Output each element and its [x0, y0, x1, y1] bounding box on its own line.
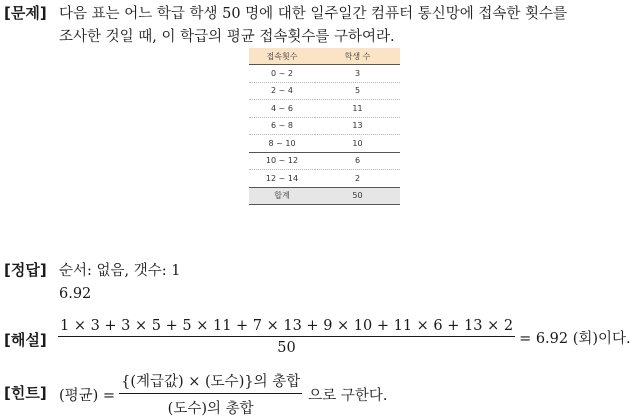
count-cell: 2 — [315, 170, 400, 188]
frequency-table — [249, 48, 400, 205]
table-header-row — [249, 48, 400, 65]
answer-line1: 순서: 없음, 갯수: 1 — [59, 263, 181, 279]
problem-tag: [문제] — [4, 4, 47, 22]
answer-value: 6.92 — [59, 286, 92, 302]
answer-tag: [정답] — [4, 261, 47, 279]
count-cell: 11 — [315, 100, 400, 118]
range-cell: 12 ~ 14 — [249, 170, 315, 188]
range-cell: 0 ~ 2 — [249, 65, 315, 83]
hint-suffix: 으로 구한다. — [308, 387, 388, 404]
solution-numerator: 1 × 3 + 3 × 5 + 5 × 11 + 7 × 13 + 9 × 10 + 11 × 6 + 13 × 2 — [58, 318, 515, 337]
solution-result: = 6.92 (회)이다. — [519, 330, 631, 347]
hint-fraction — [119, 370, 302, 418]
count-cell: 10 — [315, 135, 400, 153]
hint-denominator: (도수)의 총합 — [167, 401, 254, 417]
table-row — [249, 82, 400, 100]
table-row — [249, 65, 400, 83]
range-cell: 2 ~ 4 — [249, 82, 315, 100]
range-cell: 10 ~ 12 — [249, 152, 315, 170]
range-cell: 8 ~ 10 — [249, 135, 315, 153]
table-row — [249, 152, 400, 170]
table-row — [249, 117, 400, 135]
table-row — [249, 135, 400, 153]
hint-formula — [59, 370, 387, 418]
table-row — [249, 170, 400, 188]
header-visits: 접속횟수 — [249, 48, 315, 65]
problem-text-line1: 다음 표는 어느 학급 학생 50 명에 대한 일주일간 컴퓨터 통신망에 접속한 횟수를 — [59, 6, 567, 22]
solution-denominator: 50 — [277, 340, 296, 356]
table-total-row — [249, 187, 400, 205]
hint-lhs: (평균) = — [59, 387, 116, 404]
count-cell: 13 — [315, 117, 400, 135]
hint-numerator: {(계급값) × (도수)}의 총합 — [119, 370, 302, 394]
range-cell: 6 ~ 8 — [249, 117, 315, 135]
solution-tag: [해설] — [4, 331, 47, 349]
hint-tag: [힌트] — [4, 384, 47, 402]
table-row — [249, 100, 400, 118]
total-count: 50 — [315, 187, 400, 205]
count-cell: 6 — [315, 152, 400, 170]
range-cell: 4 ~ 6 — [249, 100, 315, 118]
total-label: 합계 — [249, 187, 315, 205]
count-cell: 5 — [315, 82, 400, 100]
problem-text-line2: 조사한 것일 때, 이 학급의 평균 접속횟수를 구하여라. — [59, 29, 395, 45]
header-students: 학생 수 — [315, 48, 400, 65]
solution-fraction — [58, 318, 515, 356]
solution-formula — [58, 318, 631, 356]
count-cell: 3 — [315, 65, 400, 83]
